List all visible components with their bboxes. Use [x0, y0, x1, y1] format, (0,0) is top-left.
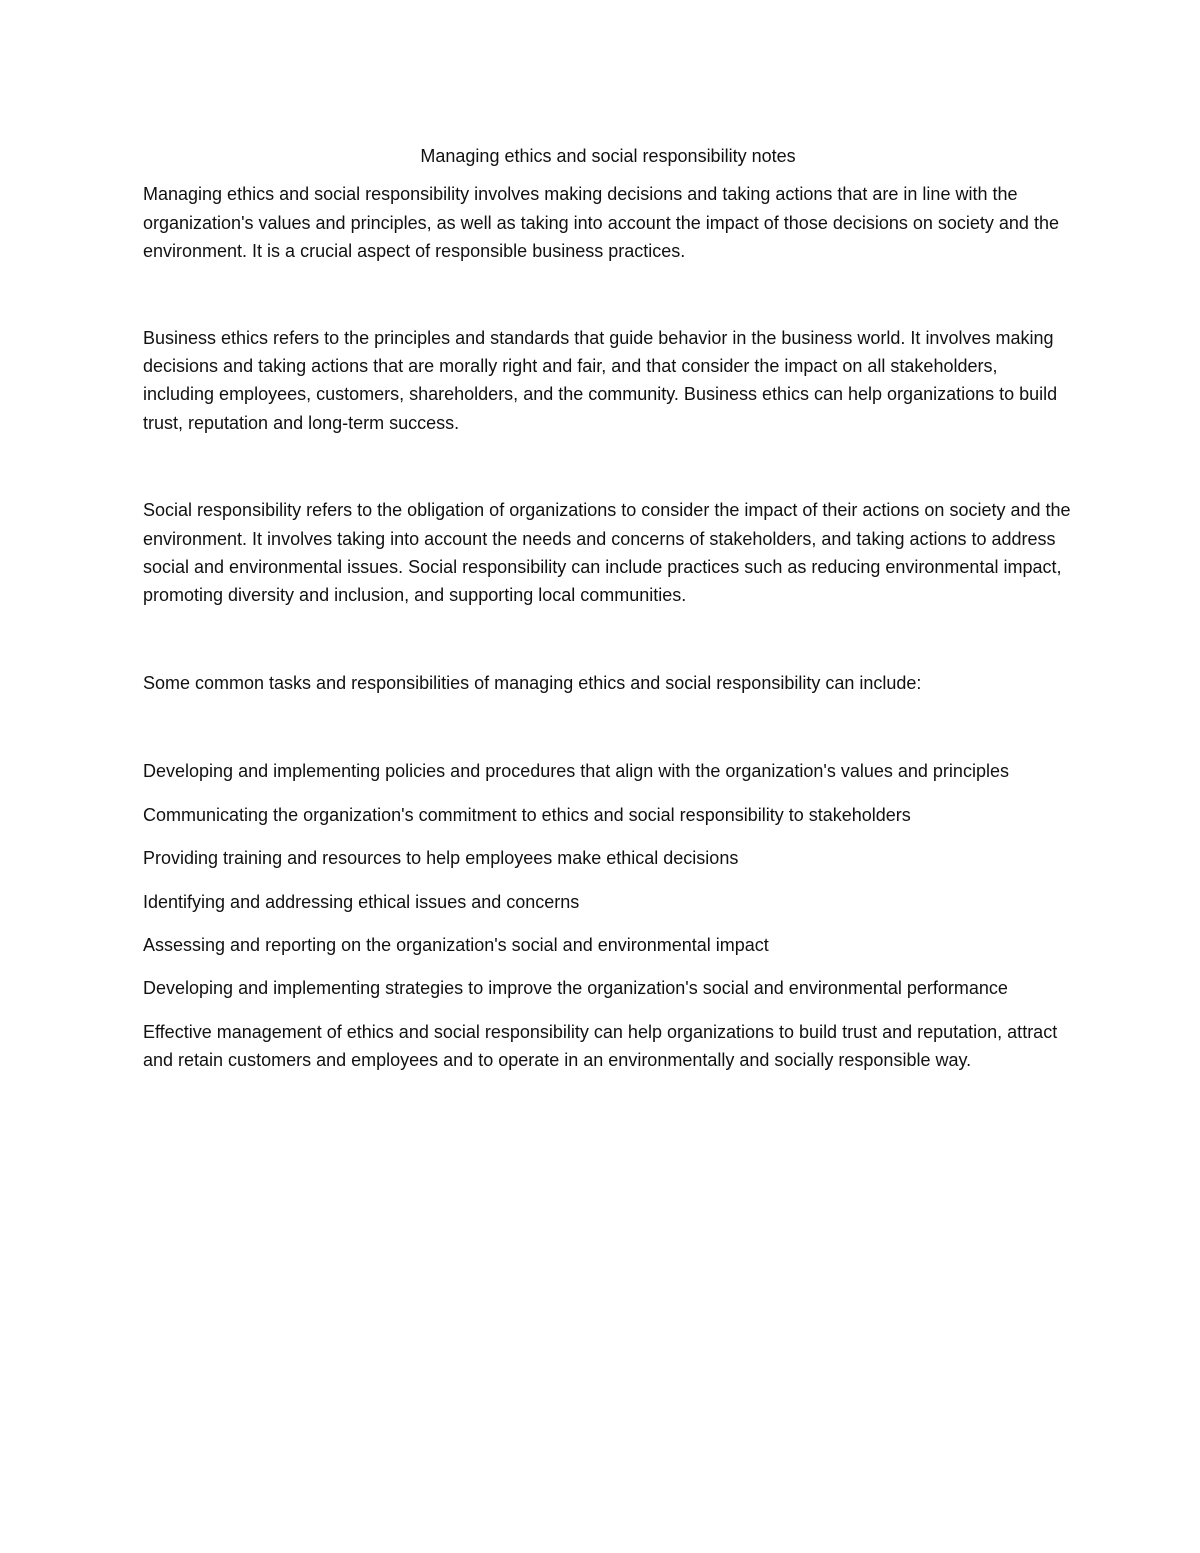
tasks-intro-paragraph: Some common tasks and responsibilities of managing ethics and social responsibility can include: — [143, 672, 922, 693]
paragraph-spacer — [143, 437, 1073, 496]
business-ethics-paragraph: Business ethics refers to the principles and standards that guide behavior in the business world. It involves making decisions and taking actions that are morally right and fair, and that consider the impact on all stakeholders, including employees, customers, shareholders, and the community. Business ethics can help organizations to build trust, reputation and long-term success. — [143, 327, 1058, 433]
task-item: Providing training and resources to help employees make ethical decisions — [143, 848, 739, 869]
task-item: Developing and implementing policies and procedures that align with the organization's values and principles — [143, 761, 1009, 782]
task-item: Developing and implementing strategies to improve the organization's social and environmental performance — [143, 978, 1008, 999]
intro-paragraph: Managing ethics and social responsibility involves making decisions and taking actions that are in line with the organization's values and principles, as well as taking into account the impact of those decisions on society and the environment. It is a crucial aspect of responsible business practices. — [143, 184, 1059, 262]
task-item: Communicating the organization's commitment to ethics and social responsibility to stakeholders — [143, 804, 911, 825]
conclusion-paragraph: Effective management of ethics and social responsibility can help organizations to build trust and reputation, attract and retain customers and employees and to operate in an environmentally and socially responsible way. — [143, 1021, 1058, 1071]
paragraph-spacer — [143, 610, 1073, 669]
paragraph-spacer — [143, 266, 1073, 324]
task-item: Assessing and reporting on the organization's social and environmental impact — [143, 934, 769, 955]
document-body — [143, 142, 1073, 1075]
paragraph-spacer — [143, 697, 1073, 757]
social-responsibility-paragraph: Social responsibility refers to the obligation of organizations to consider the impact of their actions on society and the environment. It involves taking into account the needs and concerns of stakeholders, and taking actions to address social and environmental issues. Social responsibility can include practices such as reducing environmental impact, promoting diversity and inclusion, and supporting local communities. — [143, 500, 1071, 606]
document-title: Managing ethics and social responsibility notes — [420, 146, 796, 166]
task-item: Identifying and addressing ethical issues and concerns — [143, 891, 580, 912]
